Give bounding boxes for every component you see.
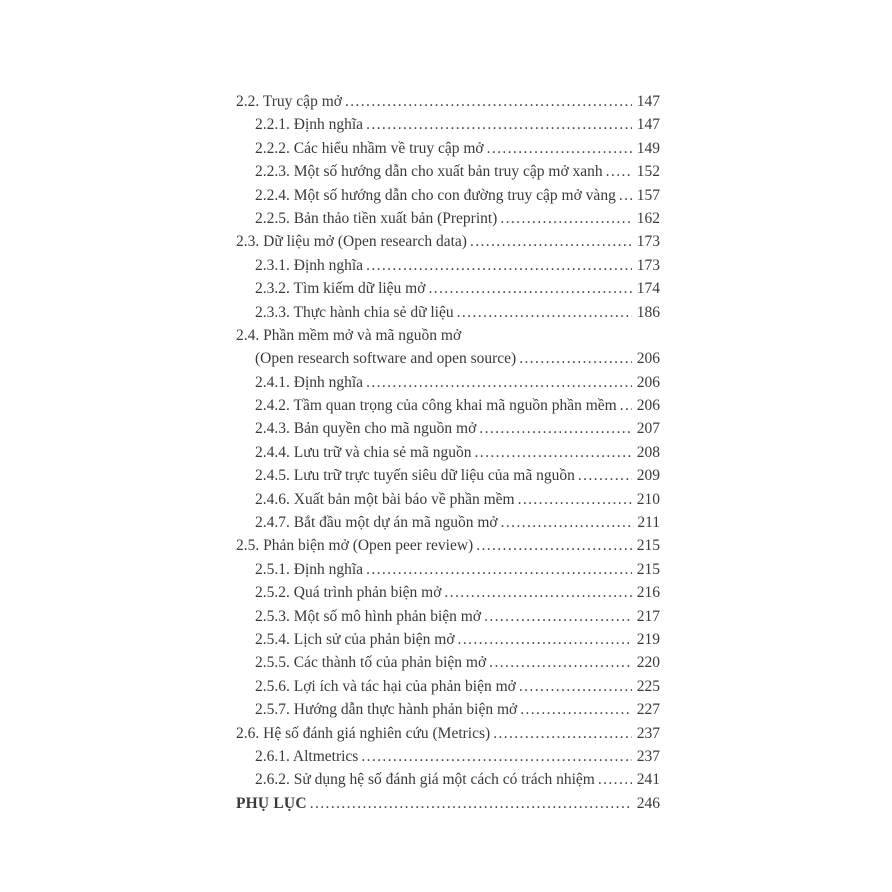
toc-entry-page: 225 (636, 677, 660, 695)
toc-entry-label: 2.2.3. Một số hướng dẫn cho xuất bản truy cập mở xanh (255, 163, 603, 181)
toc-entry (236, 768, 660, 791)
toc-entry-page: 206 (636, 397, 660, 415)
toc-entry-page: 147 (636, 93, 660, 110)
dot-leader (619, 184, 632, 207)
toc-entry-page: 227 (636, 701, 660, 719)
toc-entry-page: 217 (636, 607, 660, 625)
toc-entry-label: PHỤ LỤC (236, 794, 307, 812)
toc-entry-label: 2.3.3. Thực hành chia sẻ dữ liệu (255, 303, 454, 321)
dot-leader (475, 441, 632, 464)
dot-leader (366, 254, 632, 277)
dot-leader (620, 394, 632, 417)
toc-entry-page: 149 (636, 139, 660, 157)
toc-entry (236, 137, 660, 160)
dot-leader (493, 722, 632, 745)
dot-leader (310, 792, 632, 815)
toc-entry-label: 2.5.2. Quá trình phản biện mở (255, 584, 442, 602)
toc-entry (236, 230, 660, 253)
toc-entry-label: 2.6.2. Sử dụng hệ số đánh giá một cách có trách nhiệm (255, 771, 595, 789)
dot-leader (458, 628, 632, 651)
dot-leader (366, 371, 632, 394)
dot-leader (500, 207, 632, 230)
toc-entry-page: 211 (637, 514, 660, 532)
toc-entry-page: 237 (636, 724, 660, 742)
toc-entry (236, 417, 660, 440)
dot-leader (428, 277, 632, 300)
toc-entry-page: 157 (636, 186, 660, 204)
dot-leader (487, 137, 632, 160)
toc-entry-page: 209 (636, 467, 660, 485)
toc-entry-label: 2.3.2. Tìm kiếm dữ liệu mở (255, 280, 426, 298)
toc-entry-label: 2.5. Phản biện mở (Open peer review) (236, 537, 474, 555)
toc-entry-page: 215 (636, 537, 660, 555)
toc-entry-page: 215 (636, 560, 660, 578)
dot-leader (470, 230, 632, 253)
toc-entry-page: 241 (636, 771, 660, 789)
toc-entry (236, 675, 660, 698)
toc-entry (236, 113, 660, 136)
toc-entry-page: 219 (636, 630, 660, 648)
toc-entry-label: 2.4.3. Bản quyền cho mã nguồn mở (255, 420, 477, 438)
dot-leader (606, 160, 632, 183)
dot-leader (484, 605, 632, 628)
toc-entry-page: 206 (636, 373, 660, 391)
toc-entry (236, 511, 660, 534)
toc-entry (236, 394, 660, 417)
toc-entry (236, 745, 660, 768)
toc-entry (236, 792, 660, 815)
toc-entry-page: 162 (636, 209, 660, 227)
toc-entry-label: 2.6.1. Altmetrics (255, 747, 359, 765)
toc-entry-label: (Open research software and open source) (255, 350, 517, 368)
toc-entry-label: 2.6. Hệ số đánh giá nghiên cứu (Metrics) (236, 724, 491, 742)
toc-entry-label: 2.5.1. Định nghĩa (255, 560, 364, 578)
toc-entry-label: 2.5.7. Hướng dẫn thực hành phản biện mở (255, 701, 518, 719)
toc-entry-page: 220 (636, 654, 660, 672)
toc-entry-page: 208 (636, 443, 660, 461)
dot-leader (501, 511, 632, 534)
toc-entry-page: 206 (636, 350, 660, 368)
toc-entry (236, 722, 660, 745)
toc-entry-page: 210 (636, 490, 660, 508)
toc-entry (236, 441, 660, 464)
toc-entry-page: 152 (636, 163, 660, 181)
toc-entry (236, 628, 660, 651)
dot-leader (598, 768, 632, 791)
toc-entry-page: 216 (636, 584, 660, 602)
toc-entry (236, 581, 660, 604)
toc-entry-label: 2.4.4. Lưu trữ và chia sẻ mã nguồn (255, 443, 472, 461)
dot-leader (361, 745, 632, 768)
table-of-contents (236, 90, 660, 815)
toc-entry-label: 2.3.1. Định nghĩa (255, 256, 364, 274)
toc-entry-label: 2.4.2. Tầm quan trọng của công khai mã nguồn phần mềm (255, 397, 617, 415)
toc-entry (236, 324, 660, 347)
dot-leader (520, 698, 632, 721)
toc-entry (236, 301, 660, 324)
dot-leader (476, 534, 632, 557)
toc-entry (236, 254, 660, 277)
toc-entry-label: 2.4. Phần mềm mở và mã nguồn mở (236, 326, 462, 344)
toc-entry-label: 2.4.5. Lưu trữ trực tuyến siêu dữ liệu của mã nguồn (255, 467, 575, 485)
toc-entry-page: 173 (636, 233, 660, 251)
toc-entry (236, 90, 660, 113)
toc-entry-page: 186 (636, 303, 660, 321)
toc-entry (236, 464, 660, 487)
toc-entry-label: 2.2.5. Bản thảo tiền xuất bản (Preprint) (255, 209, 498, 227)
dot-leader (366, 558, 632, 581)
dot-leader (345, 90, 632, 113)
toc-entry-label: 2.4.6. Xuất bản một bài báo về phần mềm (255, 490, 515, 508)
toc-entry (236, 160, 660, 183)
toc-entry (236, 698, 660, 721)
toc-entry-page: 174 (636, 280, 660, 298)
dot-leader (519, 675, 632, 698)
dot-leader (519, 347, 632, 370)
toc-entry-label: 2.5.3. Một số mô hình phản biện mở (255, 607, 482, 625)
toc-entry-label: 2.2.1. Định nghĩa (255, 116, 364, 134)
toc-entry (236, 277, 660, 300)
dot-leader (444, 581, 632, 604)
toc-entry-page: 237 (636, 747, 660, 765)
toc-entry (236, 558, 660, 581)
toc-entry (236, 371, 660, 394)
dot-leader (457, 301, 632, 324)
toc-entry-label: 2.3. Dữ liệu mở (Open research data) (236, 233, 467, 251)
toc-entry (236, 651, 660, 674)
toc-entry-page: 207 (636, 420, 660, 438)
toc-entry (236, 605, 660, 628)
toc-entry-page: 147 (636, 116, 660, 134)
dot-leader (479, 417, 632, 440)
toc-entry-page: 173 (636, 256, 660, 274)
toc-entry-label: 2.2.2. Các hiểu nhầm về truy cập mở (255, 139, 484, 157)
toc-entry-label: 2.5.4. Lịch sử của phản biện mở (255, 630, 455, 648)
toc-entry-label: 2.2. Truy cập mở (236, 93, 342, 110)
dot-leader (489, 651, 632, 674)
toc-entry-page: 246 (636, 794, 660, 812)
toc-entry-label: 2.5.5. Các thành tố của phản biện mở (255, 654, 487, 672)
toc-entry-label: 2.2.4. Một số hướng dẫn cho con đường truy cập mở vàng (255, 186, 616, 204)
toc-entry (236, 534, 660, 557)
dot-leader (578, 464, 632, 487)
dot-leader (518, 488, 632, 511)
toc-entry (236, 347, 660, 370)
toc-entry (236, 488, 660, 511)
toc-entry (236, 184, 660, 207)
dot-leader (366, 113, 632, 136)
toc-entry-label: 2.4.1. Định nghĩa (255, 373, 364, 391)
toc-entry (236, 207, 660, 230)
toc-entry-label: 2.4.7. Bắt đầu một dự án mã nguồn mở (255, 514, 498, 532)
toc-entry-label: 2.5.6. Lợi ích và tác hại của phản biện mở (255, 677, 516, 695)
